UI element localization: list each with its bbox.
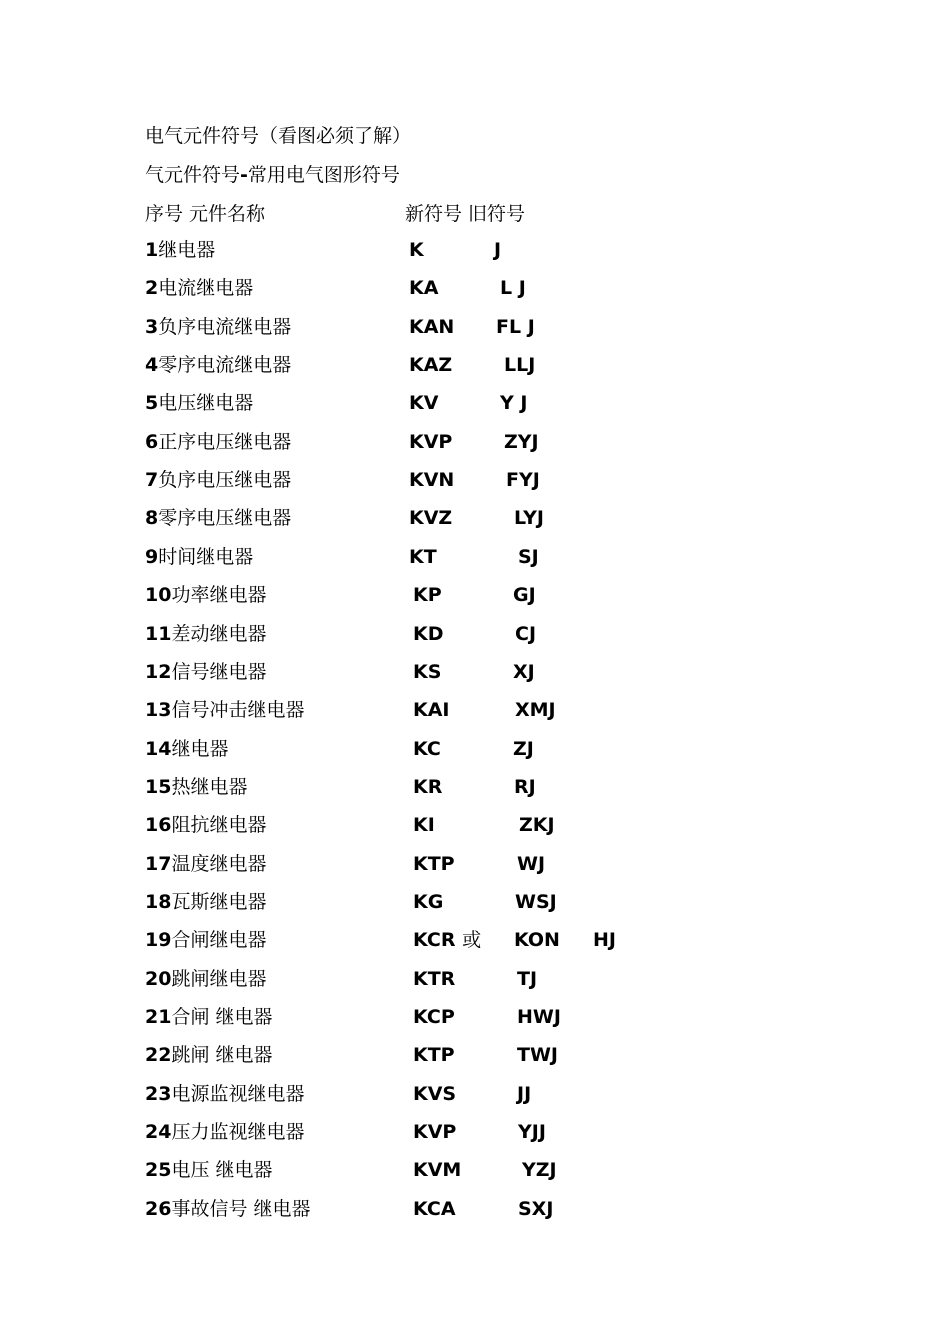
row-old-symbol: HWJ xyxy=(517,1006,561,1028)
row-new-symbol xyxy=(409,427,452,457)
row-old-symbol: RJ xyxy=(514,776,536,798)
row-number: 16 xyxy=(145,814,172,836)
row-component-name: 事故信号 继电器 xyxy=(171,1198,311,1220)
row-new-symbol xyxy=(413,1079,456,1109)
table-row xyxy=(145,964,266,994)
row-number: 21 xyxy=(145,1006,172,1028)
new-symbol-code: KVZ xyxy=(409,507,453,529)
new-symbol-code: KTP xyxy=(413,1044,455,1066)
row-new-symbol xyxy=(413,887,443,917)
table-row xyxy=(145,503,291,533)
new-symbol-code: KCR xyxy=(413,929,456,951)
row-old-symbol: ZJ xyxy=(513,738,534,760)
row-old-symbol: TJ xyxy=(517,968,538,990)
row-old-symbol: XJ xyxy=(513,661,535,683)
row-new-symbol xyxy=(413,1194,456,1224)
new-symbol-code: KVN xyxy=(409,469,455,491)
table-row xyxy=(145,887,266,917)
row-old-symbol: HJ xyxy=(593,929,616,951)
row-component-name: 负序电流继电器 xyxy=(158,316,292,338)
row-component-name: 继电器 xyxy=(158,239,216,261)
row-number: 12 xyxy=(145,661,172,683)
row-number: 5 xyxy=(145,392,159,414)
row-number: 2 xyxy=(145,277,159,299)
new-symbol-code: KA xyxy=(409,277,439,299)
table-row xyxy=(145,1155,273,1185)
row-old-symbol: ZKJ xyxy=(519,814,555,836)
row-number: 25 xyxy=(145,1159,172,1181)
row-old-symbol: JJ xyxy=(517,1083,532,1105)
row-number: 23 xyxy=(145,1083,172,1105)
row-old-symbol: TWJ xyxy=(517,1044,558,1066)
row-old-symbol: LYJ xyxy=(514,507,544,529)
row-number: 17 xyxy=(145,853,172,875)
table-row xyxy=(145,657,266,687)
row-component-name: 电源监视继电器 xyxy=(171,1083,305,1105)
row-new-symbol xyxy=(413,657,441,687)
row-component-name: 正序电压继电器 xyxy=(158,431,292,453)
header-number-name: 序号 元件名称 xyxy=(145,203,266,225)
new-symbol-code: KVM xyxy=(413,1159,462,1181)
header-new-old-symbol: 新符号 旧符号 xyxy=(405,203,526,225)
row-component-name: 信号冲击继电器 xyxy=(171,699,305,721)
new-symbol-code: KI xyxy=(413,814,435,836)
new-symbol-code: KD xyxy=(413,623,444,645)
row-number: 9 xyxy=(145,546,159,568)
row-old-symbol: SXJ xyxy=(518,1198,554,1220)
table-row xyxy=(145,1079,304,1109)
row-number: 19 xyxy=(145,929,172,951)
table-row xyxy=(145,1002,273,1032)
row-new-symbol xyxy=(413,925,481,955)
table-row xyxy=(145,1194,311,1224)
new-symbol-code: K xyxy=(409,239,424,261)
document-title: 电气元件符号（看图必须了解） xyxy=(145,125,412,147)
new-symbol-code: KCP xyxy=(413,1006,455,1028)
table-row xyxy=(145,772,247,802)
row-component-name: 时间继电器 xyxy=(158,546,254,568)
table-row xyxy=(145,849,266,879)
row-new-symbol xyxy=(413,734,441,764)
row-component-name: 阻抗继电器 xyxy=(171,814,267,836)
row-new-symbol xyxy=(409,273,438,303)
new-symbol-code: KAZ xyxy=(409,354,453,376)
table-row xyxy=(145,388,253,418)
row-number: 6 xyxy=(145,431,159,453)
table-row xyxy=(145,925,266,955)
row-component-name: 零序电流继电器 xyxy=(158,354,292,376)
new-symbol-code: KP xyxy=(413,584,442,606)
new-symbol-code: KS xyxy=(413,661,442,683)
table-row xyxy=(145,273,253,303)
row-number: 11 xyxy=(145,623,172,645)
new-symbol-code: KVP xyxy=(409,431,453,453)
row-new-symbol-alt: KON xyxy=(514,929,560,951)
row-new-symbol xyxy=(413,849,455,879)
table-row xyxy=(145,619,266,649)
new-symbol-code: KT xyxy=(409,546,437,568)
row-new-symbol xyxy=(413,580,442,610)
new-symbol-code: KC xyxy=(413,738,441,760)
row-number: 7 xyxy=(145,469,159,491)
row-component-name: 电流继电器 xyxy=(158,277,254,299)
row-number: 15 xyxy=(145,776,172,798)
row-new-symbol xyxy=(413,964,455,994)
table-row xyxy=(145,465,291,495)
row-old-symbol: ZYJ xyxy=(504,431,539,453)
row-component-name: 信号继电器 xyxy=(171,661,267,683)
row-component-name: 压力监视继电器 xyxy=(171,1121,305,1143)
row-new-symbol xyxy=(413,619,444,649)
row-new-symbol xyxy=(409,503,452,533)
row-component-name: 跳闸继电器 xyxy=(171,968,267,990)
new-symbol-code: KV xyxy=(409,392,439,414)
row-new-symbol xyxy=(413,1002,455,1032)
new-symbol-code: KCA xyxy=(413,1198,456,1220)
row-new-symbol xyxy=(413,1117,456,1147)
subtitle-dash: - xyxy=(240,164,248,186)
row-old-symbol: WJ xyxy=(517,853,546,875)
row-component-name: 差动继电器 xyxy=(171,623,267,645)
table-row xyxy=(145,542,253,572)
new-symbol-code: KG xyxy=(413,891,444,913)
row-new-symbol xyxy=(413,695,450,725)
row-component-name: 合闸继电器 xyxy=(171,929,267,951)
row-number: 4 xyxy=(145,354,159,376)
table-row xyxy=(145,810,266,840)
row-component-name: 合闸 继电器 xyxy=(171,1006,273,1028)
row-new-symbol xyxy=(409,312,454,342)
subtitle-part-a: 气元件符号 xyxy=(145,164,241,186)
table-row xyxy=(145,734,228,764)
table-row xyxy=(145,427,291,457)
row-component-name: 热继电器 xyxy=(171,776,248,798)
subtitle-part-b: 常用电气图形符号 xyxy=(247,164,400,186)
row-component-name: 电压 继电器 xyxy=(171,1159,273,1181)
document-subtitle xyxy=(145,160,400,190)
new-symbol-code: KTP xyxy=(413,853,455,875)
row-number: 1 xyxy=(145,239,159,261)
row-new-symbol xyxy=(409,465,454,495)
new-symbol-code: KVS xyxy=(413,1083,457,1105)
new-symbol-code: KR xyxy=(413,776,443,798)
row-component-name: 功率继电器 xyxy=(171,584,267,606)
row-number: 10 xyxy=(145,584,172,606)
row-component-name: 瓦斯继电器 xyxy=(171,891,267,913)
row-number: 13 xyxy=(145,699,172,721)
row-new-symbol xyxy=(413,1040,455,1070)
row-component-name: 跳闸 继电器 xyxy=(171,1044,273,1066)
row-component-name: 零序电压继电器 xyxy=(158,507,292,529)
row-old-symbol: SJ xyxy=(518,546,539,568)
row-old-symbol: YZJ xyxy=(522,1159,557,1181)
row-old-symbol: WSJ xyxy=(515,891,557,913)
row-new-symbol xyxy=(409,542,437,572)
row-new-symbol xyxy=(409,235,424,265)
row-new-symbol xyxy=(413,772,442,802)
row-new-symbol xyxy=(413,810,435,840)
row-old-symbol: Y J xyxy=(500,392,528,414)
row-old-symbol: CJ xyxy=(515,623,537,645)
row-old-symbol: J xyxy=(494,239,502,261)
new-symbol-code: KVP xyxy=(413,1121,457,1143)
row-number: 18 xyxy=(145,891,172,913)
row-component-name: 电压继电器 xyxy=(158,392,254,414)
row-old-symbol: FL J xyxy=(496,316,535,338)
row-component-name: 温度继电器 xyxy=(171,853,267,875)
new-symbol-or: 或 xyxy=(462,929,482,951)
row-new-symbol xyxy=(409,388,438,418)
row-number: 3 xyxy=(145,316,159,338)
row-number: 8 xyxy=(145,507,159,529)
table-row xyxy=(145,580,266,610)
row-new-symbol xyxy=(409,350,452,380)
row-old-symbol: GJ xyxy=(513,584,536,606)
row-number: 22 xyxy=(145,1044,172,1066)
row-component-name: 负序电压继电器 xyxy=(158,469,292,491)
row-new-symbol xyxy=(413,1155,461,1185)
table-row xyxy=(145,1117,304,1147)
table-row xyxy=(145,350,291,380)
row-old-symbol: YJJ xyxy=(518,1121,546,1143)
row-number: 14 xyxy=(145,738,172,760)
table-row xyxy=(145,1040,273,1070)
row-number: 24 xyxy=(145,1121,172,1143)
row-number: 26 xyxy=(145,1198,172,1220)
new-symbol-code: KAI xyxy=(413,699,450,721)
table-row xyxy=(145,312,291,342)
row-old-symbol: XMJ xyxy=(515,699,556,721)
row-number: 20 xyxy=(145,968,172,990)
table-row xyxy=(145,695,304,725)
row-old-symbol: FYJ xyxy=(506,469,540,491)
row-old-symbol: LLJ xyxy=(504,354,536,376)
row-component-name: 继电器 xyxy=(171,738,229,760)
new-symbol-code: KAN xyxy=(409,316,455,338)
row-old-symbol: L J xyxy=(500,277,526,299)
new-symbol-code: KTR xyxy=(413,968,456,990)
table-row xyxy=(145,235,215,265)
